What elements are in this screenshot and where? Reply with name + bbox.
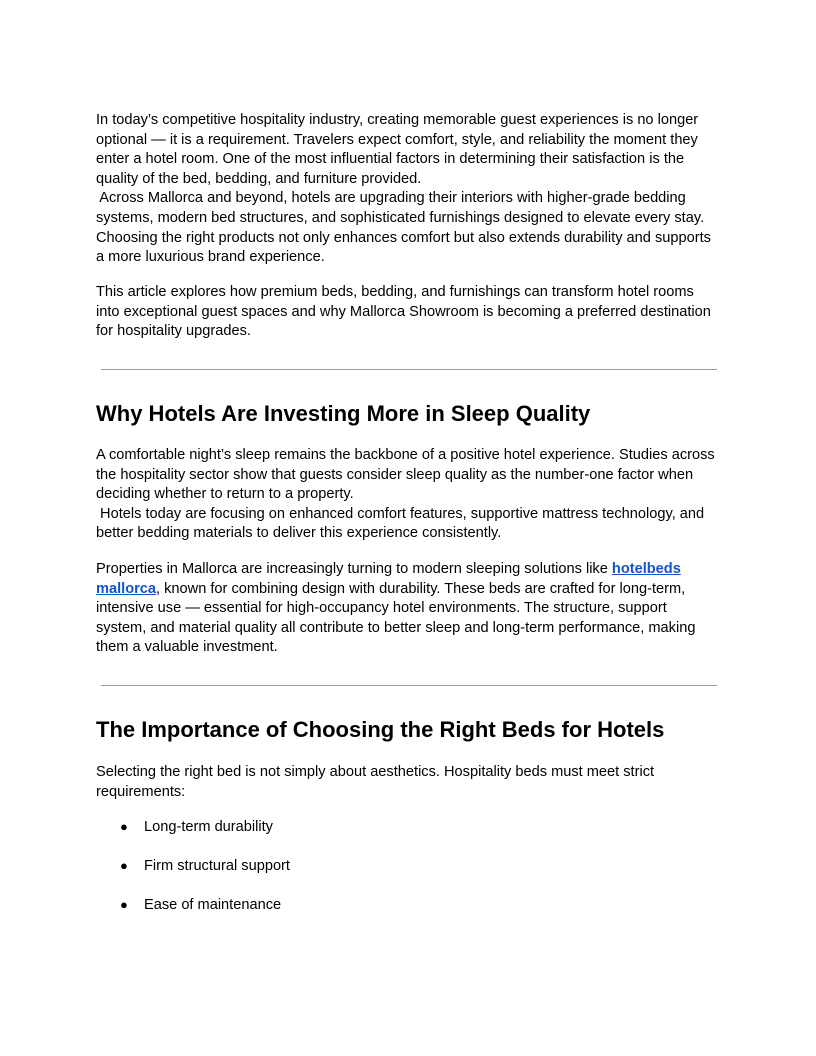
text-line: better bedding materials to deliver this experience consistently. <box>96 525 502 542</box>
text-line: enter a hotel room. One of the most influential factors in determining their satisfaction is the <box>96 151 685 168</box>
section1-paragraph-2 <box>96 560 695 658</box>
text-line: systems, modern bed structures, and sophisticated furnishings designed to elevate every stay. <box>96 209 705 226</box>
text-run: , known for combining design with durability. These beds are crafted for long-term, <box>156 580 686 597</box>
section1-paragraph-1 <box>96 446 715 544</box>
intro-paragraph-2 <box>96 283 711 342</box>
text-line: intensive use — essential for high-occupancy hotel environments. The structure, support <box>96 600 667 617</box>
list-item-label: Firm structural support <box>144 858 290 874</box>
list-item <box>120 895 281 916</box>
horizontal-rule <box>101 685 717 686</box>
text-line: system, and material quality all contribute to better sleep and long-term performance, making <box>96 619 696 636</box>
text-line: for hospitality upgrades. <box>96 323 251 340</box>
list-item-label: Ease of maintenance <box>144 897 282 913</box>
text-line: A comfortable night’s sleep remains the backbone of a positive hotel experience. Studies across <box>96 447 715 463</box>
text-line: Hotels today are focusing on enhanced comfort features, supportive mattress technology, and <box>96 505 705 522</box>
section-heading: The Importance of Choosing the Right Beds for Hotels <box>96 717 665 742</box>
hotelbeds-mallorca-link[interactable]: hotelbeds <box>611 561 681 577</box>
text-line: In today’s competitive hospitality industry, creating memorable guest experiences is no longer <box>96 112 699 128</box>
text-run: Properties in Mallorca are increasingly turning to modern sleeping solutions like <box>96 561 612 577</box>
text-line: them a valuable investment. <box>96 639 278 656</box>
text-line: Across Mallorca and beyond, hotels are upgrading their interiors with higher-grade bedding <box>96 190 686 207</box>
list-item-label: Long-term durability <box>144 819 273 835</box>
text-line: a more luxurious brand experience. <box>96 249 325 266</box>
section2-paragraph-1 <box>96 763 654 802</box>
intro-paragraph-1 <box>96 111 711 268</box>
text-line: optional — it is a requirement. Travelers expect comfort, style, and reliability the moment they <box>96 131 698 148</box>
hotelbeds-mallorca-link[interactable]: mallorca <box>96 580 157 597</box>
horizontal-rule <box>101 369 717 370</box>
text-line: the hospitality sector show that guests consider sleep quality as the number-one factor when <box>96 466 694 483</box>
list-item <box>120 856 290 877</box>
text-line <box>96 560 695 580</box>
text-line: deciding whether to return to a property. <box>96 486 354 503</box>
text-line <box>96 580 695 600</box>
text-line: requirements: <box>96 783 186 800</box>
bullet-icon: ● <box>120 858 128 873</box>
section-heading: Why Hotels Are Investing More in Sleep Quality <box>96 401 591 426</box>
bullet-icon: ● <box>120 819 128 834</box>
text-line: quality of the bed, bedding, and furniture provided. <box>96 170 422 187</box>
text-line: This article explores how premium beds, bedding, and furnishings can transform hotel rooms <box>96 284 694 300</box>
text-line: into exceptional guest spaces and why Mallorca Showroom is becoming a preferred destination <box>96 303 711 320</box>
list-item <box>120 817 273 838</box>
bullet-icon: ● <box>120 897 128 912</box>
text-line: Selecting the right bed is not simply about aesthetics. Hospitality beds must meet strict <box>96 764 655 780</box>
text-line: Choosing the right products not only enhances comfort but also extends durability and supports <box>96 229 711 246</box>
